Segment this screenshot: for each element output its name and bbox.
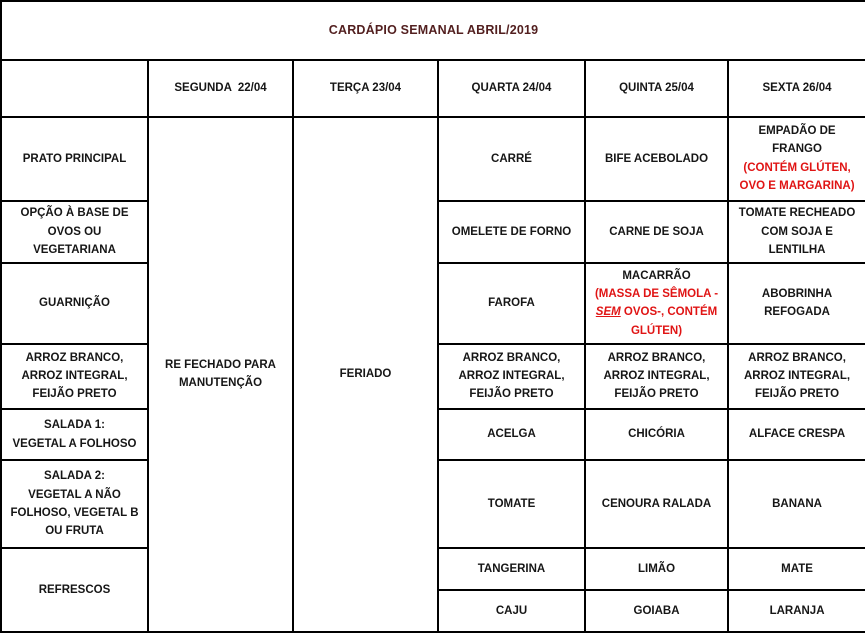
- row-label-opcao-vegetariana: OPÇÃO À BASE DE OVOS OU VEGETARIANA: [1, 201, 148, 263]
- dish-name: MACARRÃO: [622, 269, 691, 282]
- cell-sexta-prato: [728, 117, 865, 201]
- cell-quinta-refresco2: GOIABA: [585, 590, 728, 632]
- header-sexta: SEXTA 26/04: [728, 60, 865, 117]
- cell-quinta-refresco1: LIMÃO: [585, 548, 728, 591]
- cell-quarta-salada2: TOMATE: [438, 460, 585, 547]
- cell-quarta-opcao: OMELETE DE FORNO: [438, 201, 585, 263]
- cell-quarta-refresco1: TANGERINA: [438, 548, 585, 591]
- cell-quinta-arroz: ARROZ BRANCO, ARROZ INTEGRAL, FEIJÃO PRETO: [585, 344, 728, 409]
- row-label-salada-2: SALADA 2: VEGETAL A NÃO FOLHOSO, VEGETAL B OU FRUTA: [1, 460, 148, 547]
- row-label-salada-1: SALADA 1: VEGETAL A FOLHOSO: [1, 409, 148, 461]
- header-segunda: SEGUNDA 22/04: [148, 60, 293, 117]
- cell-quinta-prato: BIFE ACEBOLADO: [585, 117, 728, 201]
- cell-segunda-closed-notice: RE FECHADO PARA MANUTENÇÃO: [148, 117, 293, 632]
- dish-name: EMPADÃO DE FRANGO: [758, 125, 836, 156]
- allergen-note: (MASSA DE SÊMOLA - SEM OVOS-, CONTÉM GLÚTEN): [594, 287, 719, 337]
- corner-cell: [1, 60, 148, 117]
- cell-sexta-refresco1: MATE: [728, 548, 865, 591]
- cell-sexta-guarnicao: ABOBRINHA REFOGADA: [728, 263, 865, 344]
- menu-title: CARDÁPIO SEMANAL ABRIL/2019: [1, 1, 865, 60]
- header-quarta: QUARTA 24/04: [438, 60, 585, 117]
- row-label-prato-principal: PRATO PRINCIPAL: [1, 117, 148, 201]
- cell-quinta-salada2: CENOURA RALADA: [585, 460, 728, 547]
- cell-quarta-refresco2: CAJU: [438, 590, 585, 632]
- cell-terca-holiday-notice: FERIADO: [293, 117, 438, 632]
- allergen-note: (CONTÉM GLÚTEN, OVO E MARGARINA): [739, 161, 855, 193]
- sem-emphasis: SEM: [595, 306, 621, 319]
- cell-sexta-arroz: ARROZ BRANCO, ARROZ INTEGRAL, FEIJÃO PRETO: [728, 344, 865, 409]
- cell-quarta-prato: CARRÉ: [438, 117, 585, 201]
- row-label-arroz-feijao: ARROZ BRANCO, ARROZ INTEGRAL, FEIJÃO PRETO: [1, 344, 148, 409]
- cell-sexta-salada2: BANANA: [728, 460, 865, 547]
- row-label-refrescos: REFRESCOS: [1, 548, 148, 632]
- cell-quarta-guarnicao: FAROFA: [438, 263, 585, 344]
- cell-quinta-salada1: CHICÓRIA: [585, 409, 728, 461]
- row-label-guarnicao: GUARNIÇÃO: [1, 263, 148, 344]
- header-quinta: QUINTA 25/04: [585, 60, 728, 117]
- cell-quinta-guarnicao: [585, 263, 728, 344]
- header-terca: TERÇA 23/04: [293, 60, 438, 117]
- cell-sexta-salada1: ALFACE CRESPA: [728, 409, 865, 461]
- cell-sexta-opcao: TOMATE RECHEADO COM SOJA E LENTILHA: [728, 201, 865, 263]
- cell-quarta-salada1: ACELGA: [438, 409, 585, 461]
- cell-quarta-arroz: ARROZ BRANCO, ARROZ INTEGRAL, FEIJÃO PRETO: [438, 344, 585, 409]
- cell-sexta-refresco2: LARANJA: [728, 590, 865, 632]
- cell-quinta-opcao: CARNE DE SOJA: [585, 201, 728, 263]
